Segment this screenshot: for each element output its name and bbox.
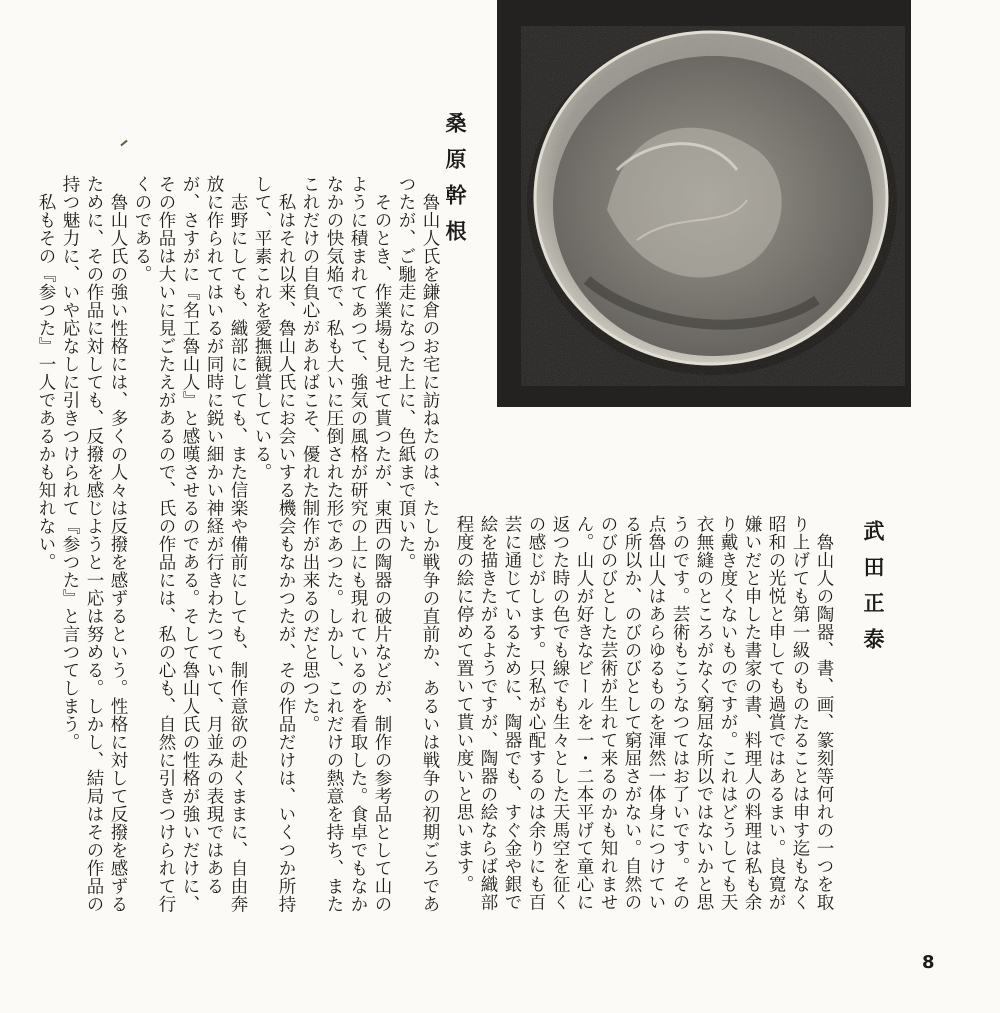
plate-illustration: [497, 0, 911, 407]
ceramic-plate-photo: [497, 0, 911, 407]
page-number: 8: [922, 952, 935, 973]
author-name-takeda: 武田正泰: [861, 520, 886, 664]
paper-speck: [120, 140, 127, 147]
essay-text-takeda: 魯山人の陶器、書、画、篆刻等何れの一つを取り上げても第一級のものたることは申す迄もなく昭和の光悦と申しても過賞ではあるまい。良寛が嫌いだと申した書家の書、料理人の料理は私も余り戴き度くないものですが。これはどうしても天衣無縫のところがなく窮屈な所以ではないかと思うのです。芸術もこうなつてはお了いです。その点魯山人はあらゆるものを渾然一体身につけている所以か、のびのびとして窮屈さがない。自然ののびのびとした芸術が生れて来るのかも知れません。山人が好きなビールを一・二本平げて童心に返つた時の色でも線でも生々とした天馬空を征くの感じがします。只私が心配するのは余りにも百芸に通じているために、陶器でも、すぐ金や銀で絵を描きたがるようですが、陶器の絵ならば織部程度の絵に停めて置いて貰い度いと思います。: [454, 515, 834, 911]
essay-text-kuwahara: 魯山人氏を鎌倉のお宅に訪ねたのは、たしか戦争の直前か、あるいは戦争の初期ごろであつたが、ご馳走になつた上に、色紙まで頂いた。 そのとき、作業場も見せて貰つたが、東西の陶器の破片などが、制作の参考品として山のように積まれてあつて、強気の風格が研究の上にも現れているのを看取した。食卓でもなかなかの快気焔で、私も大いに圧倒された形であつた。しかし、これだけの熱意を持ち、またこれだけの自負心があればこそ、優れた制作が出来るのだと思つた。 私はそれ以来、魯山人氏にお会いする機会もなかつたが、その作品だけは、いくつか所持して、平素これを愛撫観賞している。 志野にしても、織部にしても、また信楽や備前にしても、制作意欲の赴くままに、自由奔放に作られてはいるが同時に鋭い細かい神経が行きわたつていて、月並みの表現ではあるが、さすがに『名工魯山人』と感嘆させるのである。そして魯山人氏の性格が強いだけに、その作品は大いに見ごたえがあるので、氏の作品には、私の心も、自然に引きつけられて行くのである。 魯山人氏の強い性格には、多くの人々は反撥を感ずるという。性格に対して反撥を感ずるために、その作品に対しても、反撥を感じようと一応は努める。しかし、結局はその作品の持つ魅力に、いや応なしに引きつけられて『参つた』と言つてしまう。 私もその『参つた』一人であるかも知れない。: [36, 175, 440, 913]
author-name-kuwahara: 桑原幹根: [443, 112, 468, 256]
